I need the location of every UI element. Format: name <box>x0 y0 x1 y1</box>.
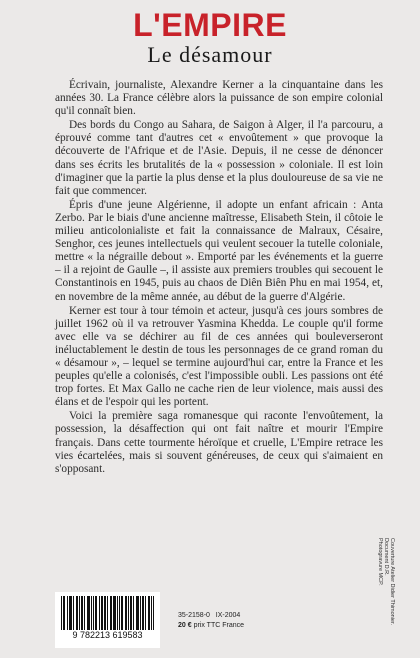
print-date: IX-2004 <box>215 612 241 619</box>
product-codes <box>178 611 244 631</box>
cover-credits <box>377 538 395 642</box>
book-title: L'EMPIRE <box>133 7 287 43</box>
barcode-digits: 9 782213 619583 <box>72 630 143 640</box>
price: 20 € <box>178 622 192 629</box>
blurb-paragraph-1: Écrivain, journaliste, Alexandre Kerner a la cinquantaine dans les années 30. La France célèbre alors la puissance de son empire colonial qu'il connaît bien. <box>55 79 383 118</box>
reference-code: 35-2158-0 <box>178 612 210 619</box>
price-note: prix TTC France <box>193 622 245 629</box>
blurb-text <box>55 79 383 476</box>
barcode <box>55 592 160 648</box>
credit-line-1: Couverture Atelier Didier Thimonier. <box>389 538 395 626</box>
barcode-bars <box>61 596 154 630</box>
credit-line-3: Photogravure MCP. <box>377 538 383 586</box>
blurb-paragraph-2: Des bords du Congo au Sahara, de Saigon à Alger, il l'a parcouru, a éprouvé comme tant d'autres cet « envoûtement » que provoque la découverte de l'Afrique et de l'Asie. Depuis, il ne cesse de dénoncer dans ses écrits les brutalités de la « possession » coloniale. Il est loin d'imaginer que la partie la plus dense et la plus douloureuse de sa vie ne fait que commencer. <box>55 119 383 197</box>
book-subtitle: Le désamour <box>147 42 273 67</box>
blurb-paragraph-5: Voici la première saga romanesque qui raconte l'envoûtement, la possession, la désaffection qui ont fait naître et mourir l'Empire français. Dans cette tourmente héroïque et cruelle, L'Empire retrace les vies écartelées, mais si souvent généreuses, de ceux qui s'aimaient en s'opposant. <box>55 410 383 475</box>
credit-line-2: Document D.R. <box>383 538 389 576</box>
blurb-paragraph-3: Épris d'une jeune Algérienne, il adopte un enfant africain : Anta Zerbo. Par le biais d'une ancienne maîtresse, Elisabeth Stein, il côtoie le milieu anticolonialiste et fait la connaissance de Malraux, Césaire, Senghor, ces jeunes intellectuels qui veulent secouer la tutelle coloniale, mettre « la négraille debout ». Emporté par les événements et la guerre – il a rejoint de Gaulle –, il assiste aux premiers troubles qui secouent le Constantinois en 1945, puis au chaos de Diên Biên Phu en mai 1954, et, en novembre de la même année, au début de la guerre d'Algérie. <box>55 198 383 303</box>
blurb-paragraph-4: Kerner est tour à tour témoin et acteur, jusqu'à ces jours sombres de juillet 1962 où il va retrouver Yasmina Khedda. Le couple qu'il forme avec elle va se déchirer au fil de ces années qui bouleverseront inéluctablement le destin de tous les personnages de ce grand roman du « désamour », – lequel se termine aujourd'hui car, entre la France et les peuples qu'elle a colonisés, c'est l'impossible oubli. Les passions ont été trop fortes. Et Max Gallo ne cache rien de leur violence, mais aussi des élans et de l'espoir qui les portent. <box>55 304 383 409</box>
